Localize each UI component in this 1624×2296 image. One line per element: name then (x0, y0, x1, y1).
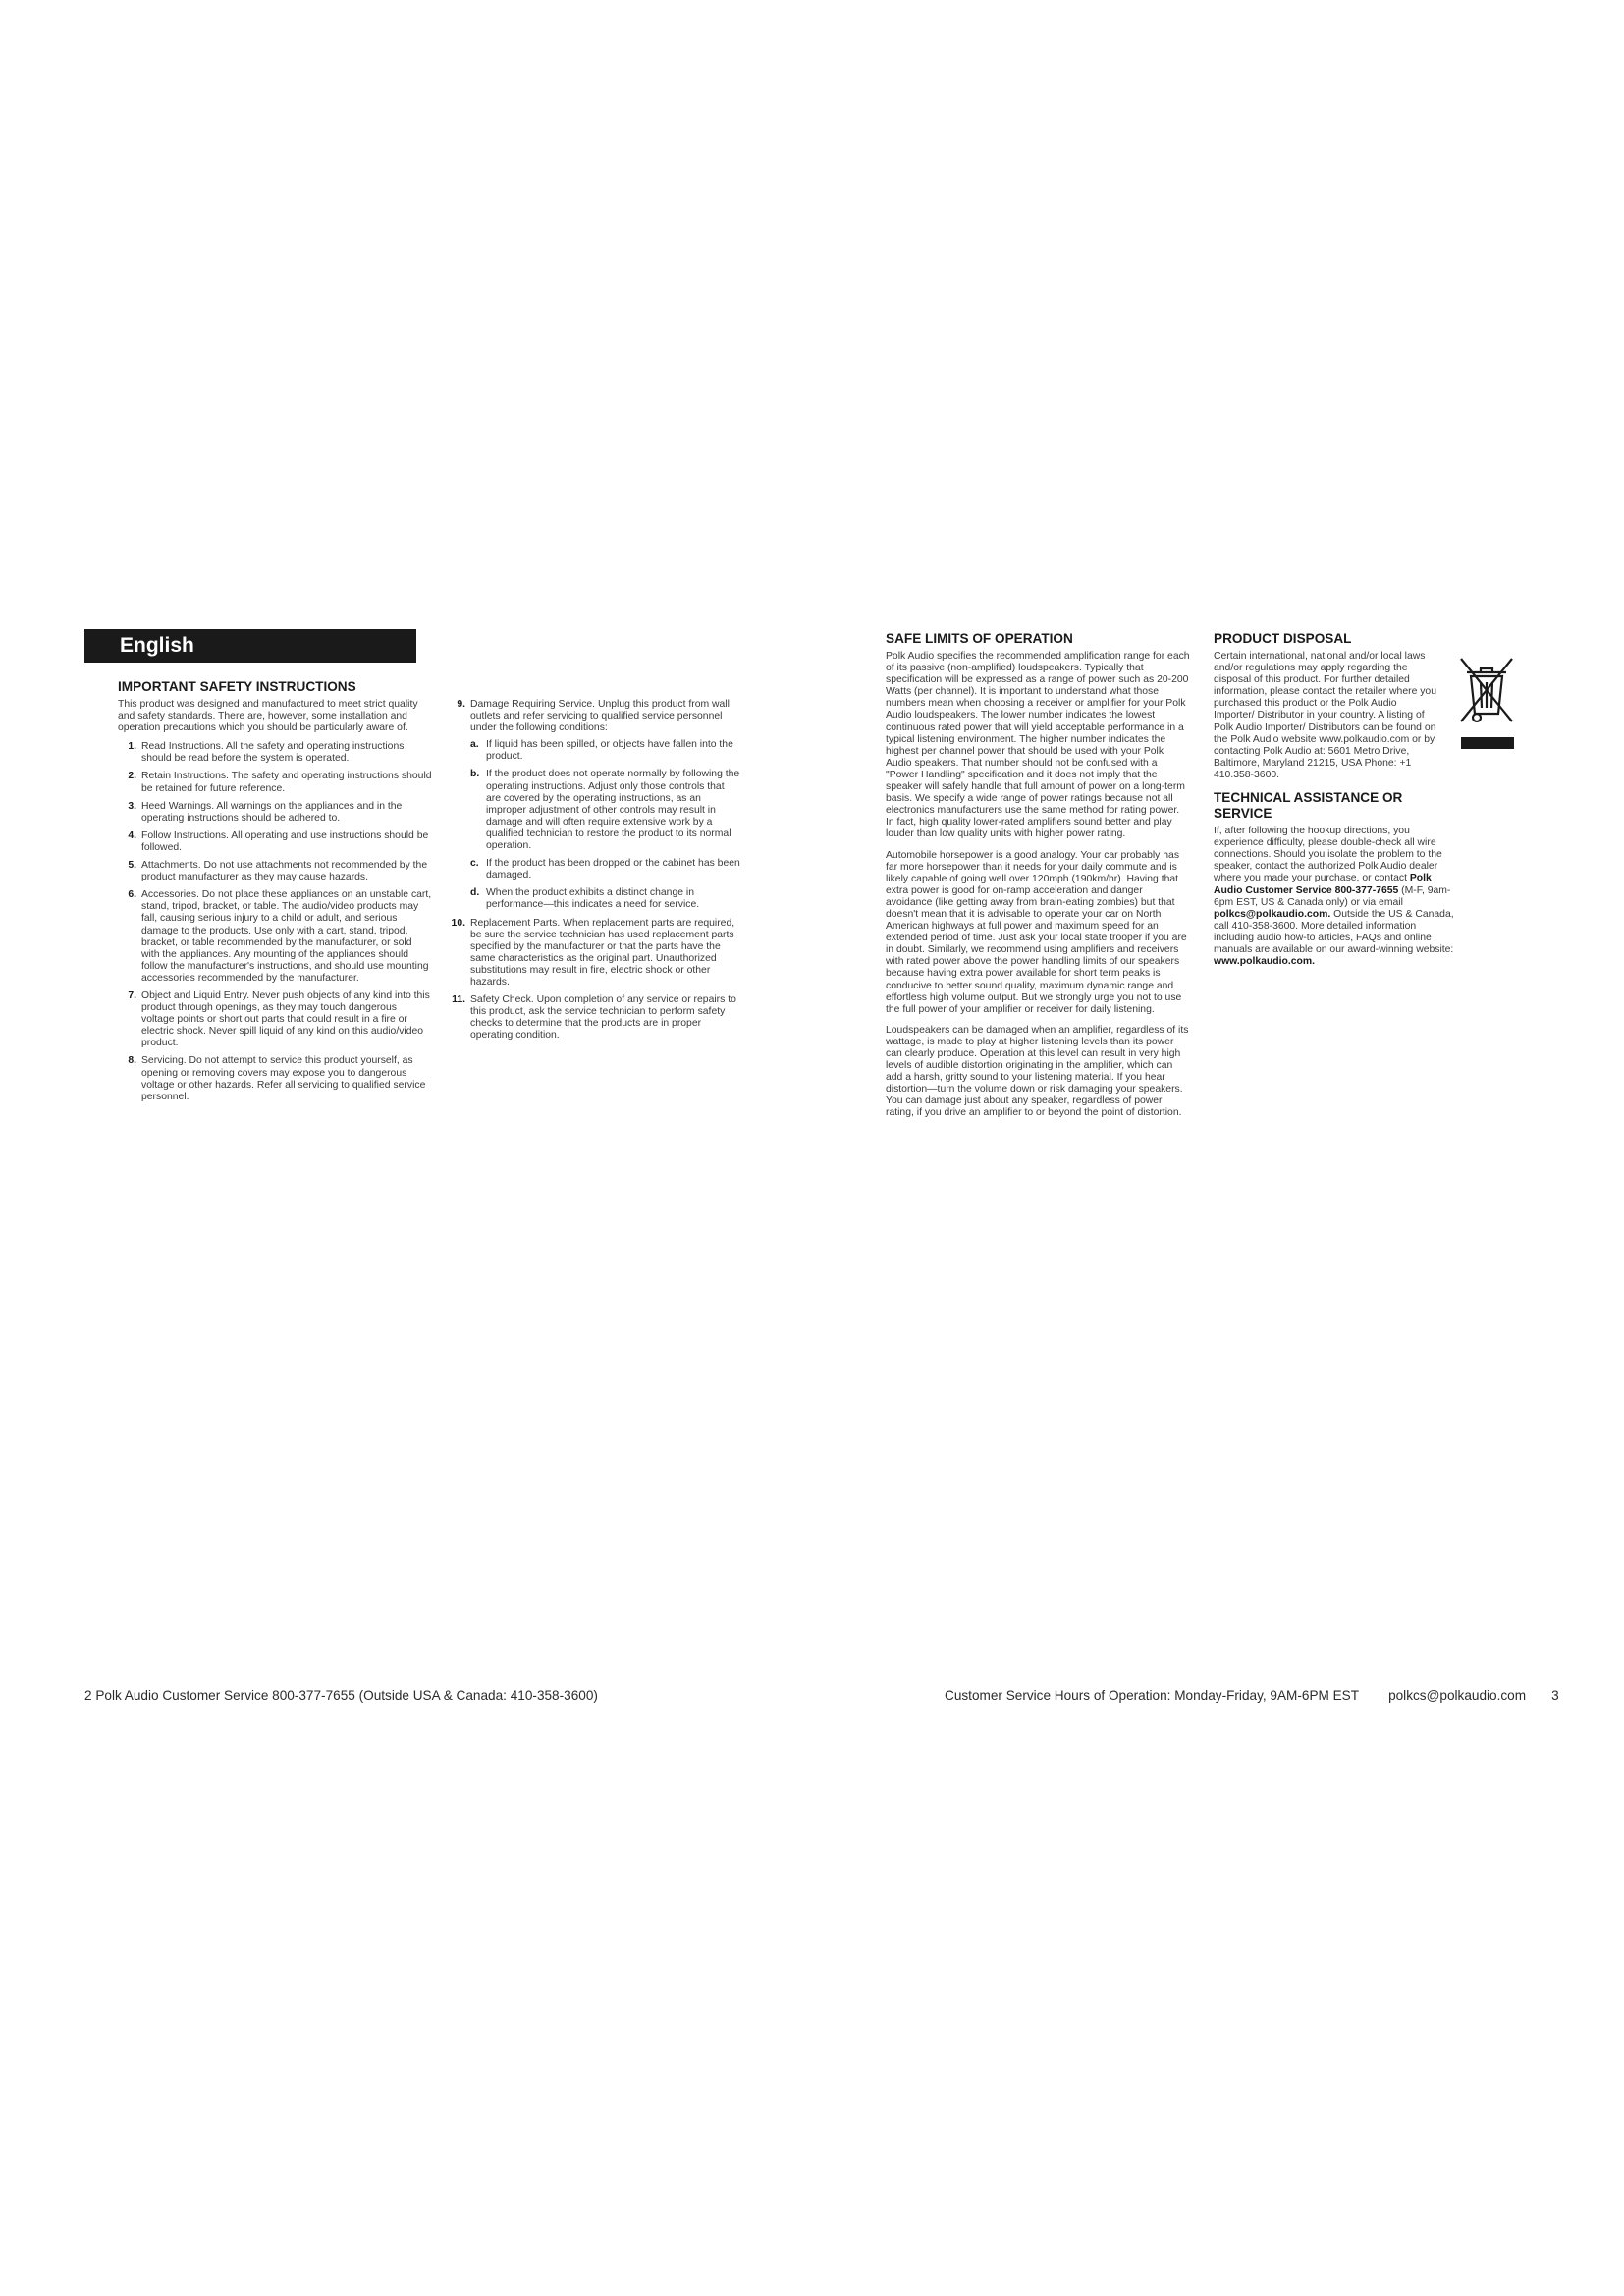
safety-item (447, 918, 741, 989)
item-number: 4. (128, 829, 136, 841)
sub-item (470, 769, 741, 852)
item-number: 2. (128, 771, 136, 782)
sub-item-text: If liquid has been spilled, or objects have fallen into the product. (486, 739, 733, 763)
page-number: 3 (1551, 1688, 1559, 1703)
sub-item-letter: d. (470, 887, 480, 899)
item-number: 8. (128, 1055, 136, 1067)
item-text: Read Instructions. All the safety and operating instructions should be read before the system is operated. (141, 741, 405, 765)
sub-item-text: If the product has been dropped or the cabinet has been damaged. (486, 858, 740, 881)
sub-item-text: When the product exhibits a distinct change in performance—this indicates a need for service. (486, 887, 700, 911)
sub-item-letter: c. (470, 858, 479, 870)
safety-item (118, 801, 432, 825)
sub-item (470, 739, 741, 763)
technical-assistance-heading: TECHNICAL ASSISTANCE OR SERVICE (1214, 790, 1403, 822)
product-disposal-text: Certain international, national and/or local laws and/or regulations may apply regarding the disposal of this product. For further detailed information, please contact the retailer where you purchased this product or the Polk Audio Importer/ Distributor in your country. A listing of Polk Audio Importer/ Distributors can be found on the Polk Audio website www.polkaudio.com or by contacting Polk Audio at: 5601 Metro Drive, Baltimore, Maryland 21215, USA Phone: +1 410.358-3600. (1214, 651, 1436, 780)
safety-item (118, 860, 432, 883)
item-text: Servicing. Do not attempt to service this product yourself, as opening or removing covers may expose you to dangerous voltage or other hazards. Refer all servicing to qualified service personnel. (141, 1055, 426, 1102)
item-number: 5. (128, 860, 136, 872)
safe-limits-heading: SAFE LIMITS OF OPERATION (886, 631, 1073, 646)
item-text: Accessories. Do not place these appliances on an unstable cart, stand, tripod, bracket, or table. The audio/video products may fall, causing serious injury to a child or adult, and serious damage to the products. Use only with a cart, stand, tripod, bracket, or table recommended by the manufacturer, or sold with the appliances. Any mounting of the appliances should follow the manufacturer's instructions, and should use mounting accessories recommended by the manufacturer. (141, 889, 432, 984)
support-text: (M-F, 9am-6pm EST, US & Canada only) or via email (1214, 884, 1451, 908)
safety-item (118, 771, 432, 794)
footer-right (945, 1688, 1559, 1703)
footer-hours: Customer Service Hours of Operation: Monday-Friday, 9AM-6PM EST (945, 1688, 1360, 1703)
safe-limits-paragraph: Polk Audio specifies the recommended amplification range for each of its passive (non-amplified) loudspeakers. Typically that specification will be expressed as a range of power such as 20-200 Watts (per channel). It is important to understand what those numbers mean when choosing a receiver or amplifier for your Polk Audio loudspeakers. The lower number indicates the lowest continuous rated power that will yield acceptable performance in a typical listening environment. The higher number indicates the highest per channel power that should be used with your Polk Audio speakers. That number should not be confused with a "Power Handling" specification and it does not imply that the speaker will safely handle that full amount of power on a long-term basis. We specify a wide range of power ratings because not all electronics manufacturers use the same method for rating power. In fact, high quality lower-rated amplifiers sound better and play louder than low quality units with higher power rating. (886, 651, 1190, 840)
safety-list-2 (447, 699, 741, 912)
safety-intro: This product was designed and manufactured to meet strict quality and safety standards. There are, however, some installation and operation precautions which you should be particularly aware of. (118, 699, 418, 734)
safety-item (118, 1055, 432, 1102)
sub-item-text: If the product does not operate normally by following the operating instructions. Adjust only those controls that are covered by the operating instructions, as an improper adjustment of other controls may result in damage and will often require extensive work by a qualified technician to restore the product to its normal operation. (486, 769, 740, 852)
sub-item-letter: a. (470, 739, 479, 751)
safe-limits-paragraph: Automobile horsepower is a good analogy. Your car probably has far more horsepower than it needs for your daily commute and is likely capable of going well over 120mph (190km/hr). Having that extra power is good for on-ramp acceleration and danger avoidance (like getting away from brain-eating zombies) but that doesn't mean that it is advisable to operate your car on North American highways at full power and maximum speed for an extended period of time. Just ask your local state trooper if you are in doubt. Similarly, we recommend using amplifiers and receivers with rated power above the power handling limits of our speakers because having extra power available for short term peaks is conducive to better sound quality, maximum dynamic range and effortless high volume output. But we strongly urge you not to use the full power of your amplifier or receiver for daily listening. (886, 849, 1187, 1015)
item-text: Follow Instructions. All operating and use instructions should be followed. (141, 829, 429, 853)
footer-left: 2 Polk Audio Customer Service 800-377-7655 (Outside USA & Canada: 410-358-3600) (84, 1688, 598, 1703)
sub-item (470, 887, 741, 911)
support-text: Outside the US & Canada, call 410-358-3600. More detailed information including audio how-to articles, FAQs and online manuals are available on our award-winning website: (1214, 908, 1454, 955)
safety-item (118, 889, 432, 985)
technical-assistance-section (1214, 790, 1459, 968)
item-number: 11. (452, 994, 465, 1006)
language-label: English (84, 629, 416, 663)
item-text: Safety Check. Upon completion of any service or repairs to this product, ask the service technician to perform safety checks to determine that the products are in proper operating condition. (470, 994, 736, 1041)
safe-limits-column (886, 631, 1190, 1129)
safety-instructions-heading: IMPORTANT SAFETY INSTRUCTIONS (118, 679, 356, 694)
technical-assistance-text (1214, 826, 1459, 968)
website-link[interactable]: www.polkaudio.com. (1214, 956, 1315, 968)
customer-service-phone: Polk Audio Customer Service 800-377-7655 (1214, 873, 1432, 896)
item-number: 10. (451, 917, 465, 929)
support-text: If, after following the hookup directions, you experience difficulty, please double-check all wire connections. Should you isolate the problem to the speaker, contact the authorized Polk Audio dealer where you made your purchase, or contact (1214, 826, 1442, 884)
safety-item (118, 990, 432, 1049)
item-text: Replacement Parts. When replacement parts are required, be sure the service technician has used replacement parts specified by the manufacturer or that the parts have the same characteristics as the original part. Unauthorized substitutions may result in fire, electric shock or other hazards. (470, 917, 735, 988)
safety-instructions-column-2 (447, 699, 741, 1047)
safety-list-3 (447, 918, 741, 1042)
item-text: Retain Instructions. The safety and operating instructions should be retained for future reference. (141, 771, 432, 794)
safety-instructions-column-1 (118, 679, 432, 1109)
safety-item (447, 699, 741, 912)
item-number: 7. (128, 989, 136, 1001)
item-number: 1. (128, 741, 136, 753)
safe-limits-paragraph: Loudspeakers can be damaged when an amplifier, regardless of its wattage, is made to play at higher listening levels than its power can clearly produce. Operation at this level can result in very high levels of audible distortion originating in the amplifier, which can add a harsh, gritty sound to your listening material. If you hear distortion—turn the volume down or risk damaging your speakers. You can damage just about any speaker, regardless of power rating, if you drive an amplifier to or beyond the point of distortion. (886, 1024, 1189, 1119)
product-disposal-heading: PRODUCT DISPOSAL (1214, 631, 1352, 646)
item-number: 6. (128, 889, 136, 901)
sub-item-letter: b. (470, 769, 480, 780)
item-text: Damage Requiring Service. Unplug this product from wall outlets and refer servicing to qualified service personnel under the following conditions: (470, 699, 730, 734)
disposal-and-support-column (1214, 631, 1459, 977)
item-number: 3. (128, 800, 136, 812)
item-text: Attachments. Do not use attachments not recommended by the product manufacturer as they may cause hazards. (141, 860, 428, 883)
safety-list-1 (118, 741, 432, 1103)
safety-item (118, 830, 432, 854)
item-text: Heed Warnings. All warnings on the appliances and in the operating instructions should be adhered to. (141, 800, 403, 824)
safety-item (447, 994, 741, 1041)
support-email-link[interactable]: polkcs@polkaudio.com. (1214, 908, 1331, 920)
safety-item (118, 741, 432, 765)
footer-email[interactable]: polkcs@polkaudio.com (1388, 1688, 1527, 1703)
item-text: Object and Liquid Entry. Never push objects of any kind into this product through openings, as they may touch dangerous voltage points or short out parts that could result in a fire or electric shock. Never spill liquid of any kind on this audio/video product. (141, 989, 430, 1049)
product-disposal-section (1214, 631, 1459, 781)
crossed-out-wheelie-bin-icon (1455, 655, 1518, 753)
item-number: 9. (457, 699, 465, 710)
sub-list (470, 739, 741, 911)
sub-item (470, 858, 741, 881)
